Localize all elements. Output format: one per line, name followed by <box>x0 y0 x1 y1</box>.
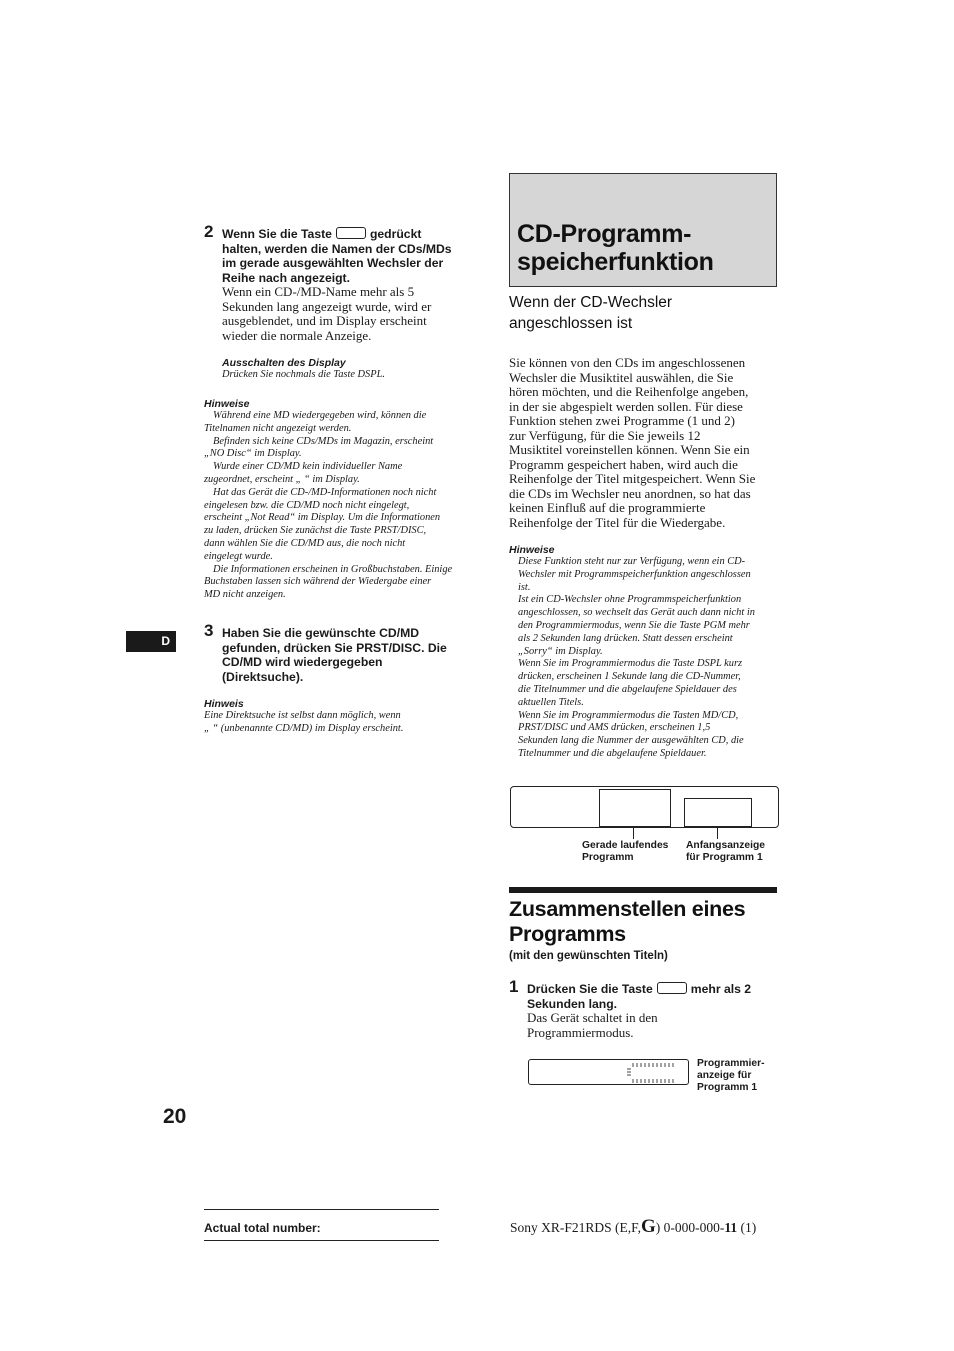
caption-program-indicator-line: Programm 1 <box>697 1082 758 1093</box>
text-line: Musiktitel voreinstellen können. Wenn Sie ein <box>509 442 750 457</box>
caption-current-program <box>582 840 668 864</box>
section-title-box <box>509 173 777 287</box>
section-subtitle <box>509 292 672 334</box>
text-line: ist. <box>518 581 531 593</box>
text-line: Wenn Sie im Programmiermodus die Taste DSPL kurz <box>518 658 743 670</box>
section-title-line2: speicherfunktion <box>517 248 714 276</box>
section-title-line1: CD-Programm- <box>517 220 692 248</box>
step-1-number: 1 <box>509 977 519 996</box>
caption-current-program-l2: Programm <box>582 852 634 863</box>
section-subtitle-line1: Wenn der CD-Wechsler <box>509 294 673 311</box>
step-2-body-line: Sekunden lang angezeigt wurde, wird er <box>222 298 432 314</box>
caption-initial-display-l1: Anfangsanzeige <box>686 840 765 851</box>
step-2-number: 2 <box>204 222 214 241</box>
section2-title-line2: Programms <box>509 922 626 946</box>
step-3-block <box>222 626 482 684</box>
model-code-suffix: (1) <box>737 1220 757 1235</box>
text-line: Während eine MD wiedergegeben wird, können die <box>213 410 427 421</box>
text-line: hören möchten, und die Reihenfolge angeben, <box>509 384 749 399</box>
text-line: eingelesen bzw. die CD/MD noch nicht eingelegt, <box>204 499 410 511</box>
text-line: Buchstaben lassen sich während der Wiedergabe einer <box>204 576 432 588</box>
note-left-2-line: Eine Direktsuche ist selbst dann möglich, wenn <box>204 710 401 721</box>
step-3-line: (Direktsuche). <box>222 669 304 684</box>
caption-program-indicator <box>697 1058 765 1094</box>
intro-paragraph <box>509 356 784 530</box>
leader-line <box>633 827 634 839</box>
section-divider-bar <box>509 887 777 893</box>
text-line: den Programmiermodus, wenn Sie die Taste PGM mehr <box>518 619 750 631</box>
text-line: Reihenfolge der Titel für die Wiedergabe. <box>509 514 726 530</box>
text-line: Wurde einer CD/MD kein individueller Name <box>213 461 403 473</box>
actual-total-label: Actual total number: <box>204 1221 321 1235</box>
step-3-line: CD/MD wird wiedergegeben <box>222 655 383 669</box>
step-2-bold-l1b: gedrückt <box>369 227 422 241</box>
text-line: PRST/DISC und AMS drücken, erscheinen 1,5 <box>518 722 711 734</box>
text-line: keinen Einfluß auf die programmierte <box>509 500 706 515</box>
text-line: erscheint „Not Read“ im Display. Um die Informationen <box>204 512 441 524</box>
step-2-bold-line4: Reihe nach angezeigt. <box>222 270 350 285</box>
current-program-area <box>599 789 671 827</box>
text-line: Wechsler die Musiktitel auswählen, die Sie <box>509 369 734 385</box>
step-2-bold-l1a: Wenn Sie die Taste <box>222 227 332 241</box>
section2-title-line1: Zusammenstellen eines <box>509 897 746 921</box>
model-code-g: G <box>640 1216 656 1237</box>
step-1-bold-line1 <box>527 982 782 997</box>
step-1-bold-l1a: Drücken Sie die Taste <box>527 982 653 996</box>
text-line: MD nicht anzeigen. <box>204 589 286 601</box>
notes-right-heading: Hinweise <box>509 544 555 556</box>
caption-initial-display-l2: für Programm 1 <box>686 852 763 863</box>
text-line: zur Verfügung, für die Sie jeweils 12 <box>509 427 701 443</box>
text-line: Diese Funktion steht nur zur Verfügung, wenn ein CD- <box>518 556 746 567</box>
step-1-bold-line2: Sekunden lang. <box>527 996 618 1011</box>
step-1-bold-l1b: mehr als 2 <box>690 982 752 996</box>
text-line: Funktion stehen zwei Programme (1 und 2) <box>509 413 736 428</box>
text-line: Programm gespeichert haben, wird auch die <box>509 456 738 472</box>
step-2-block <box>222 227 482 343</box>
step-2-body-line: ausgeblendet, und im Display erscheint <box>222 313 427 328</box>
text-line: drücken, erscheinen 1 Sekunde lang die CD-Nummer, <box>518 671 741 683</box>
caption-initial-display <box>686 840 765 864</box>
text-line: Reihenfolge der Titel mitgespeichert. Wenn Sie <box>509 471 756 486</box>
text-line: Hat das Gerät die CD-/MD-Informationen noch nicht <box>213 486 437 498</box>
language-tab <box>126 631 176 652</box>
step-3-line: gefunden, drücken Sie PRST/DISC. Die <box>222 640 447 655</box>
button-key-icon <box>657 982 687 994</box>
step-1-body-line1: Das Gerät schaltet in den <box>527 1010 658 1025</box>
text-line: eingelegt wurde. <box>204 550 273 562</box>
step-3-line: Haben Sie die gewünschte CD/MD <box>222 626 420 640</box>
model-code <box>510 1216 756 1238</box>
step-2-bold-line3: im gerade ausgewählten Wechsler der <box>222 256 444 270</box>
footer-rule-bottom <box>204 1240 439 1241</box>
caption-current-program-l1: Gerade laufendes <box>582 840 669 851</box>
button-key-icon <box>336 227 366 239</box>
note-left-2-block <box>204 698 479 736</box>
display-off-heading: Ausschalten des Display <box>222 357 346 369</box>
notes-left-block <box>204 398 479 602</box>
text-line: in der sie abgespielt werden sollen. Für diese <box>509 398 743 414</box>
text-line: Ist ein CD-Wechsler ohne Programmspeicherfunktion <box>518 594 742 606</box>
step-2-bold-line2: halten, werden die Namen der CDs/MDs <box>222 241 452 256</box>
section2-title <box>509 897 745 947</box>
section2-subtitle: (mit den gewünschten Titeln) <box>509 950 668 962</box>
text-line: aktuellen Titels. <box>518 696 584 708</box>
step-3-number: 3 <box>204 621 214 640</box>
model-code-prefix: Sony XR-F21RDS (E,F, <box>510 1220 641 1235</box>
text-line: Wenn Sie im Programmiermodus die Tasten MD/CD, <box>518 709 739 721</box>
notes-right-lines <box>509 556 784 761</box>
step-2-body-line: Wenn ein CD-/MD-Name mehr als 5 <box>222 284 415 299</box>
text-line: Wechsler mit Programmspeicherfunktion angeschlossen <box>518 568 751 580</box>
text-line: Befinden sich keine CDs/MDs im Magazin, erscheint <box>213 435 434 447</box>
model-code-bold: 11 <box>724 1220 738 1235</box>
footer-rule-top <box>204 1209 439 1210</box>
text-line: dann wählen Sie die CD/MD aus, die noch nicht <box>204 537 406 549</box>
caption-program-indicator-line: anzeige für <box>697 1070 752 1081</box>
caption-program-indicator-line: Programmier- <box>697 1058 765 1069</box>
text-line: zu laden, drücken Sie zunächst die Taste PRST/DISC, <box>204 525 427 537</box>
text-line: die Titelnummer und die abgelaufene Spieldauer des <box>518 683 737 695</box>
text-line: „Sorry“ im Display. <box>518 645 603 657</box>
page-number: 20 <box>163 1105 187 1128</box>
text-line: Die Informationen erscheinen in Großbuchstaben. Einige <box>213 563 453 575</box>
step-1-block <box>527 982 782 1040</box>
notes-right-block <box>509 544 784 761</box>
text-line: angeschlossen, so wechselt das Gerät auch dann nicht in <box>518 607 755 619</box>
text-line: Sie können von den CDs im angeschlossenen <box>509 355 746 370</box>
text-line: als 2 Sekunden lang drücken. Statt dessen erscheint <box>518 632 733 644</box>
leader-line <box>717 827 718 839</box>
display-off-block <box>222 357 385 382</box>
section-subtitle-line2: angeschlossen ist <box>509 315 633 332</box>
step-2-bold-line1 <box>222 227 482 242</box>
section-title <box>517 220 714 276</box>
intro-lines <box>509 356 784 530</box>
text-line: „NO Disc“ im Display. <box>204 448 302 460</box>
display-illustration <box>510 786 779 828</box>
display-off-text: Drücken Sie nochmals die Taste DSPL. <box>222 369 385 380</box>
note-left-2-heading: Hinweis <box>204 698 244 710</box>
notes-left-heading: Hinweise <box>204 398 250 410</box>
model-code-mid: ) 0-000-000- <box>655 1220 725 1235</box>
note-left-2-line: „ “ (unbenannte CD/MD) im Display erscheint. <box>204 722 404 734</box>
text-line: Sekunden lang die Nummer der ausgewählten CD, die <box>518 735 744 747</box>
step-2-body-line: wieder die normale Anzeige. <box>222 327 372 343</box>
flashing-program-indicator-icon <box>625 1060 685 1084</box>
notes-left-lines <box>204 410 479 602</box>
language-tab-label: D <box>161 634 170 648</box>
text-line: die CDs im Wechsler neu anordnen, so hat das <box>509 485 751 501</box>
text-line: Titelnamen nicht angezeigt werden. <box>204 422 352 434</box>
program-display-illustration <box>528 1059 689 1085</box>
step-1-body-line2: Programmiermodus. <box>527 1024 634 1040</box>
initial-display-area <box>684 798 752 827</box>
text-line: Titelnummer und die abgelaufene Spieldauer. <box>518 747 707 759</box>
text-line: zugeordnet, erscheint „ “ im Display. <box>204 473 360 485</box>
